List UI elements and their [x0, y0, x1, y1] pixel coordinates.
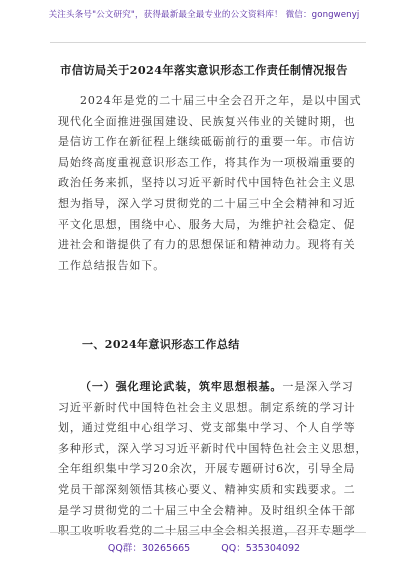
- intro-line-6: 想为指导，深入学习贯彻党的二十届三中全会精神和习近: [58, 196, 356, 210]
- sub1-line-7: 是学习贯彻党的二十届三中全会精神。及时组织全体干部: [58, 503, 356, 517]
- subsection-paragraph-1: [58, 377, 368, 542]
- header-divider: [50, 42, 366, 43]
- intro-line-5: 政治任务来抓，坚持以习近平新时代中国特色社会主义思: [58, 176, 356, 190]
- sub1-line-5: 全年组织集中学习20余次，开展专题研讨6次，引导全局: [58, 462, 356, 476]
- intro-line-7: 平文化思想，围绕中心、服务大局，为维护社会稳定、促: [58, 217, 356, 231]
- footer-qq-group: QQ群：30265665: [107, 543, 191, 554]
- footer-contact: [0, 540, 408, 554]
- intro-line-3: 是信访工作在新征程上继续砥砺前行的重要一年。市信访: [58, 135, 356, 149]
- intro-line-8: 进社会和谐提供了有力的思想保证和精神动力。现将有关: [58, 238, 356, 252]
- intro-line-1: 2024年是党的二十届三中全会召开之年，是以中国式: [80, 94, 362, 107]
- intro-paragraph: [58, 91, 362, 276]
- intro-line-9: 工作总结报告如下。: [58, 258, 166, 272]
- sub1-line-4: 多种形式，深入学习习近平新时代中国特色社会主义思想，: [58, 441, 368, 455]
- subsection-heading-1: （一）强化理论武装，筑牢思想根基。: [80, 380, 283, 393]
- footer-qq: QQ：535304092: [221, 543, 301, 554]
- sub1-line-8: 职工收听收看党的二十届三中全会相关报道，召开专题学: [58, 524, 356, 538]
- intro-line-2: 现代化全面推进强国建设、民族复兴伟业的关键时期，也: [58, 114, 356, 128]
- intro-line-4: 局始终高度重视意识形态工作，将其作为一项极端重要的: [58, 155, 356, 169]
- sub1-line-1: [58, 377, 358, 398]
- footer-divider: [50, 532, 366, 533]
- sub1-line-2: 习近平新时代中国特色社会主义思想。制定系统的学习计: [58, 400, 356, 414]
- sub1-line-1-rest: 一是深入学习: [282, 380, 354, 393]
- header-note: 关注头条号"公文研究"，获得最新最全最专业的公文资料库！ 微信：gongwenyj: [48, 10, 360, 20]
- section-heading-1: 一、2024年意识形态工作总结: [82, 338, 240, 351]
- sub1-line-6: 党员干部深刻领悟其核心要义、精神实质和实践要求。二: [58, 482, 356, 496]
- document-title: 市信访局关于2024年落实意识形态工作责任制情况报告: [60, 63, 348, 77]
- sub1-line-3: 划，通过党组中心组学习、党支部集中学习、个人自学等: [58, 421, 356, 435]
